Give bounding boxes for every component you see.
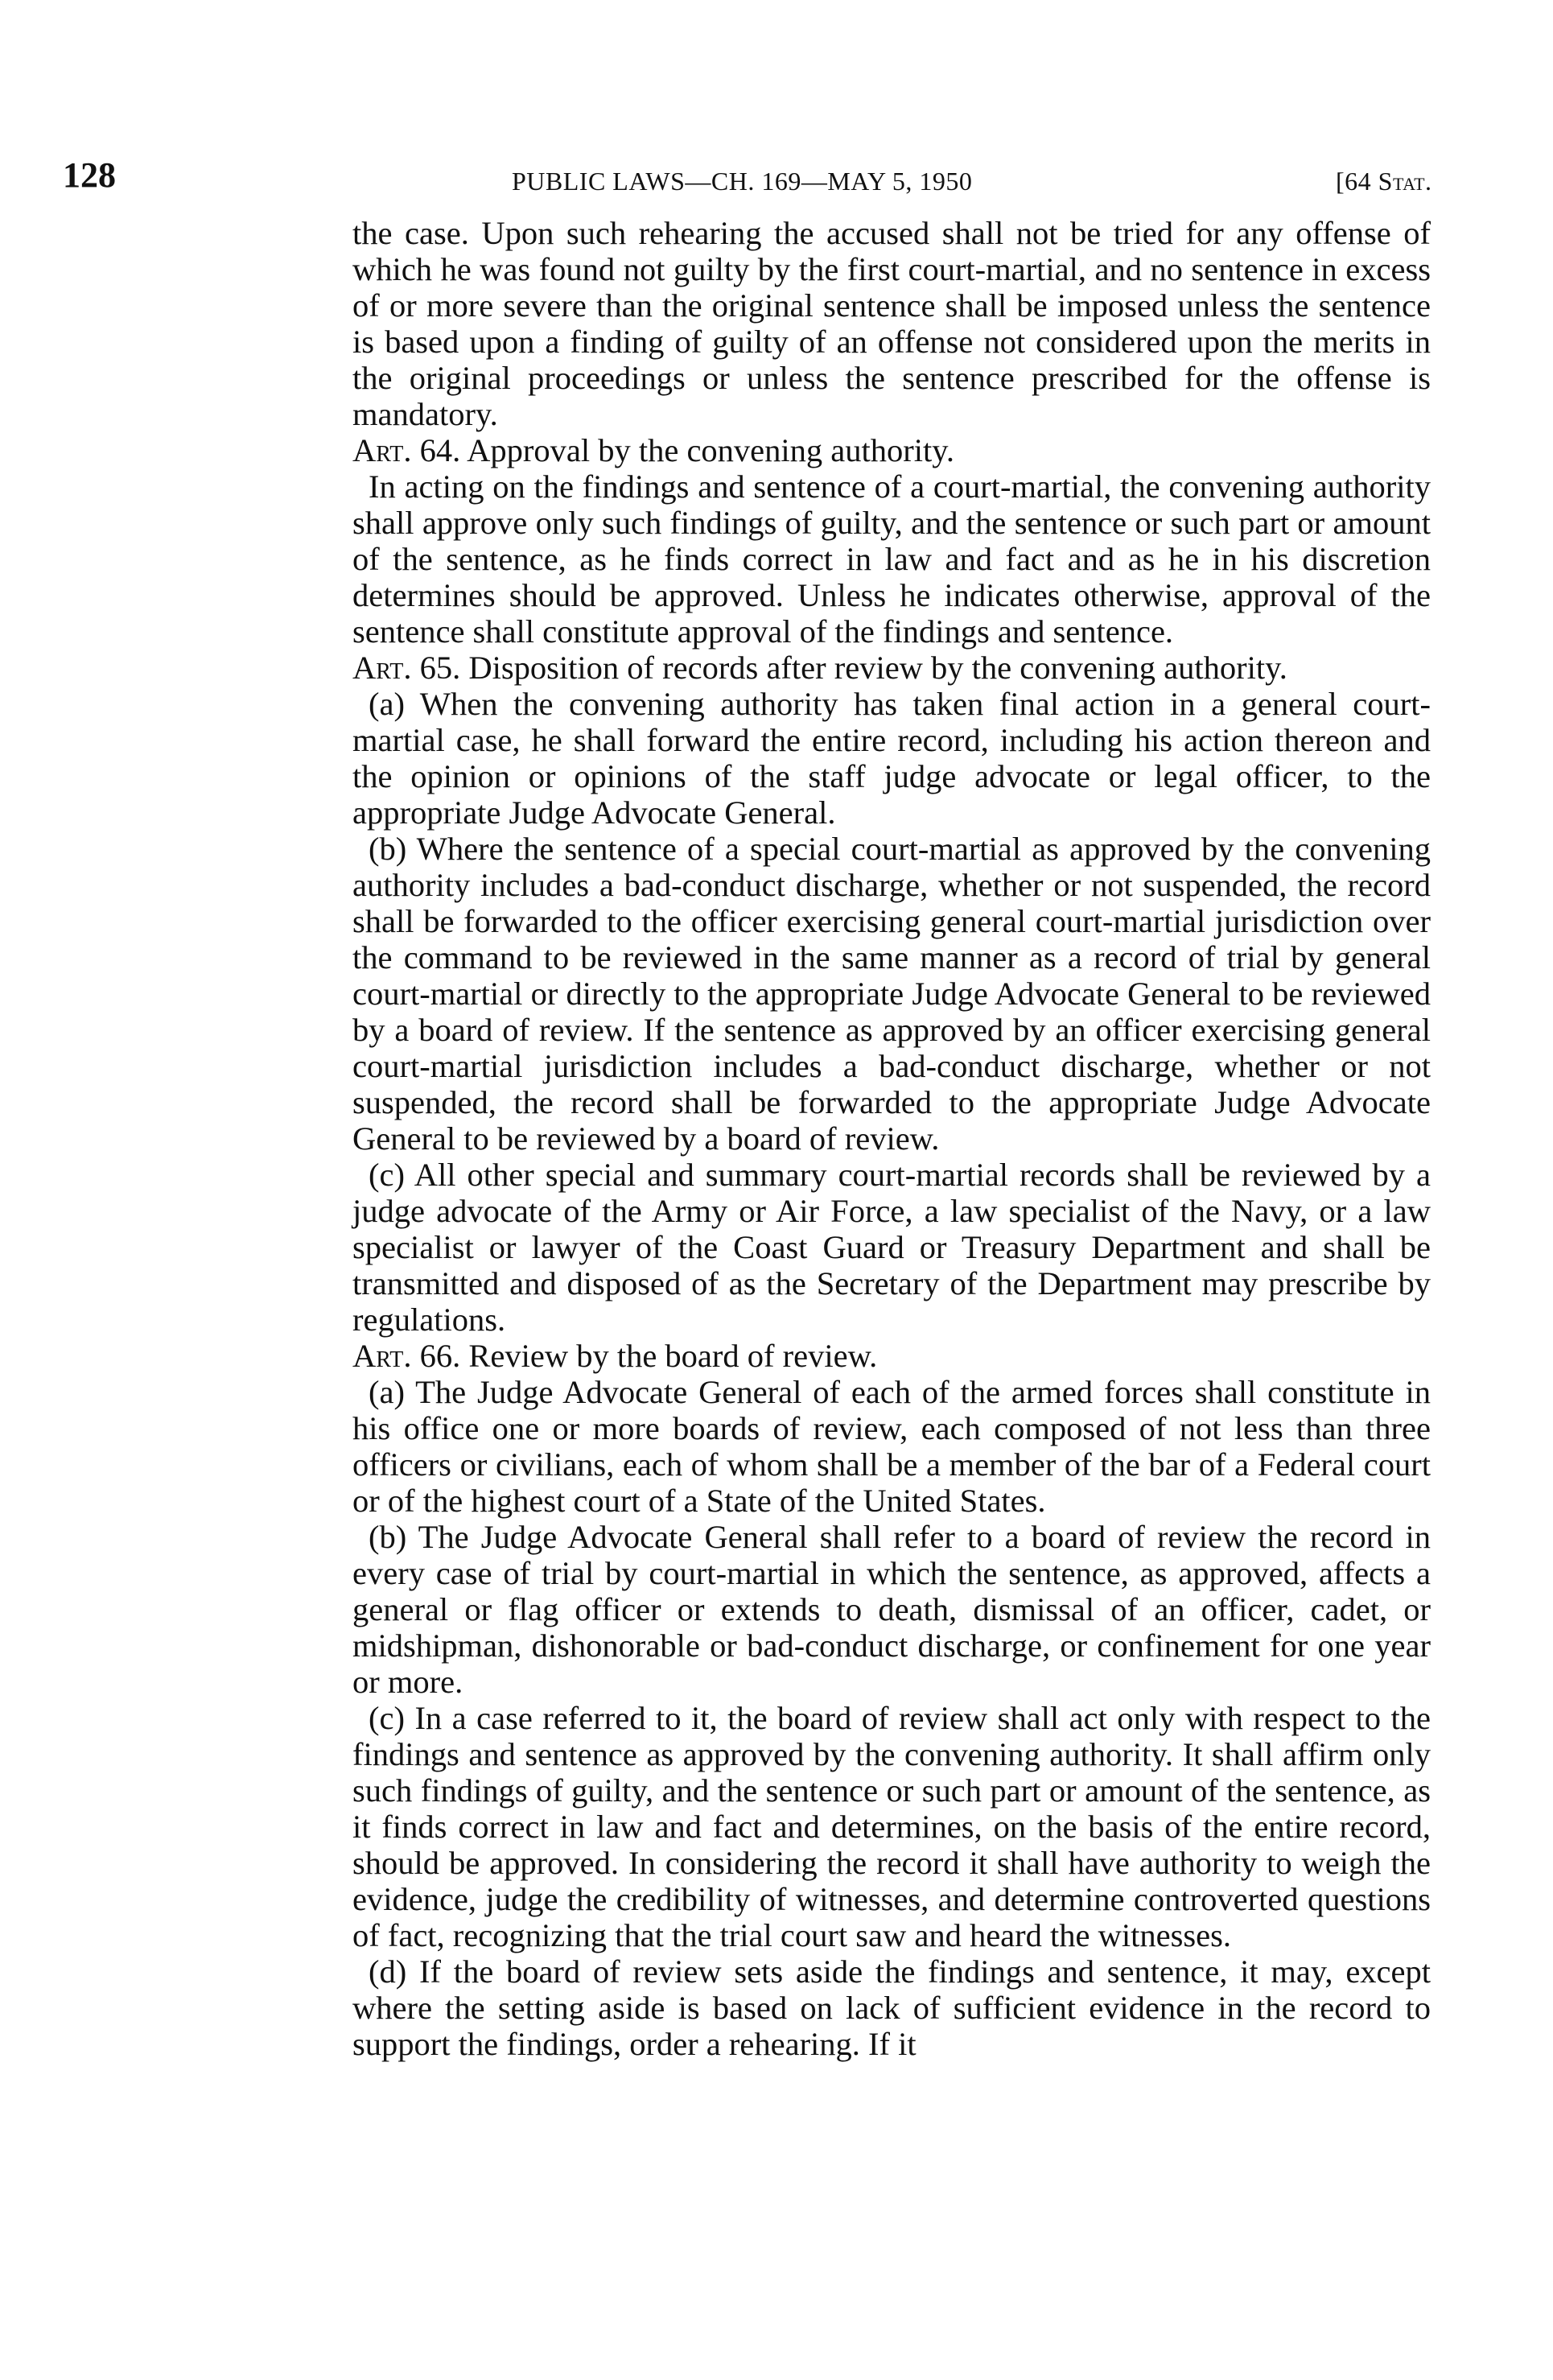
volume-stat: Stat. [1378, 167, 1432, 196]
article-66-subsection-a: (a) The Judge Advocate General of each of the armed forces shall constitute in his office one or more boards of review, each composed of not less than three officers or civilians, each of whom shall be a member of the bar of a Federal court or of the highest court of a State of the United States. [352, 1374, 1431, 1519]
article-65-subsection-b: (b) Where the sentence of a special court-martial as approved by the convening authority includes a bad-conduct discharge, whether or not suspended, the record shall be forwarded to the officer exercising general court-martial jurisdiction over the command to be reviewed in the same manner as a record of trial by general court-martial or directly to the appropriate Judge Advocate General to be reviewed by a board of review. If the sentence as approved by an officer exercising general court-martial jurisdiction includes a bad-conduct discharge, whether or not suspended, the record shall be forwarded to the appropriate Judge Advocate General to be reviewed by a board of review. [352, 831, 1431, 1157]
article-66-heading [352, 1338, 1431, 1374]
volume-prefix: [64 [1336, 167, 1378, 196]
volume-reference [1336, 167, 1432, 196]
article-65-title: 65. Disposition of records after review by the convening authority. [411, 650, 1287, 686]
article-65-subsection-a: (a) When the convening authority has taken final action in a general court-martial case, he shall forward the entire record, including his action thereon and the opinion or opinions of the staff judge advocate or legal officer, to the appropriate Judge Advocate General. [352, 686, 1431, 831]
article-66-subsection-d: (d) If the board of review sets aside the findings and sentence, it may, except where the setting aside is based on lack of sufficient evidence in the record to support the findings, order a rehearing. If it [352, 1953, 1431, 2062]
article-65-subsection-c: (c) All other special and summary court-martial records shall be reviewed by a judge advocate of the Army or Air Force, a law specialist of the Navy, or a law specialist or lawyer of the Coast Guard or Treasury Department and shall be transmitted and disposed of as the Secretary of the Department may prescribe by regulations. [352, 1157, 1431, 1338]
page-number: 128 [63, 155, 116, 195]
article-66-title: 66. Review by the board of review. [411, 1338, 878, 1374]
article-64-heading [352, 432, 1431, 468]
paragraph-case-end: the case. Upon such rehearing the accused shall not be tried for any offense of which he was found not guilty by the first court-martial, and no sentence in excess of or more severe than the original sentence shall be imposed unless the sentence is based upon a finding of guilty of an offense not considered upon the merits in the original proceedings or unless the sentence prescribed for the offense is mandatory. [352, 215, 1431, 432]
article-66-subsection-c: (c) In a case referred to it, the board of review shall act only with respect to the findings and sentence as approved by the convening authority. It shall affirm only such findings of guilty, and the sentence or such part or amount of the sentence, as it finds correct in law and fact and determines, on the basis of the entire record, should be approved. In considering the record it shall have authority to weigh the evidence, judge the credibility of witnesses, and determine controverted questions of fact, recognizing that the trial court saw and heard the witnesses. [352, 1700, 1431, 1953]
running-head: PUBLIC LAWS—CH. 169—MAY 5, 1950 [512, 167, 973, 196]
article-64-label: Art. [352, 432, 412, 468]
article-64-title: 64. Approval by the convening authority. [411, 432, 954, 468]
article-65-heading [352, 650, 1431, 686]
article-64-text: In acting on the findings and sentence of a court-martial, the convening authority shall approve only such findings of guilty, and the sentence or such part or amount of the sentence, as he finds correct in law and fact and as he in his discretion determines should be approved. Unless he indicates otherwise, approval of the sentence shall constitute approval of the findings and sentence. [352, 468, 1431, 650]
article-66-label: Art. [352, 1338, 412, 1374]
article-66-subsection-b: (b) The Judge Advocate General shall refer to a board of review the record in every case of trial by court-martial in which the sentence, as approved, affects a general or flag officer or extends to death, dismissal of an officer, cadet, or midshipman, dishonorable or bad-conduct discharge, or confinement for one year or more. [352, 1519, 1431, 1700]
page-body [352, 215, 1431, 2062]
article-65-label: Art. [352, 650, 412, 686]
